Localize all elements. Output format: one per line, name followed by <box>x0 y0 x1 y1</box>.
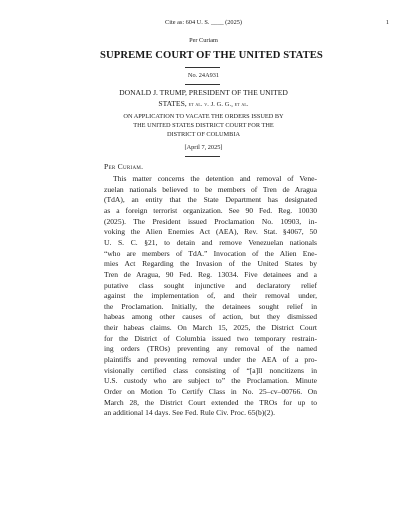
opinion-line: against the implementation of, and their removal under, <box>104 291 317 301</box>
per-curiam-heading: Per Curiam <box>189 37 218 44</box>
docket-number: No. 24A931 <box>187 72 220 79</box>
court-name: SUPREME COURT OF THE UNITED STATES <box>100 50 323 61</box>
opinion-signature: Per Curiam. <box>104 162 144 171</box>
opinion-line: zuelan nationals believed to be members of Tren de Aragua <box>104 184 317 194</box>
opinion-line: putative class sought injunctive and declaratory relief <box>104 280 317 290</box>
running-header <box>100 17 395 29</box>
application-line: DISTRICT OF COLUMBIA <box>166 131 240 139</box>
opinion-line: Tren de Aragua, 90 Fed. Reg. 13034. Five detainees and a <box>104 269 317 279</box>
opinion-line: Order on Motion To Certify Class in No. 25–cv–00766. On <box>104 386 317 396</box>
opinion-line: This matter concerns the detention and removal of Vene- <box>113 174 317 184</box>
opinion-line: visionally certified class consisting of “[a]ll noncitizens in <box>104 365 317 375</box>
application-statement <box>100 112 307 140</box>
opinion-line: the Proclamation. Initially, the detainees sought relief in <box>104 301 317 311</box>
caption-line: DONALD J. TRUMP, PRESIDENT OF THE UNITED <box>119 88 288 97</box>
opinion-line: March 28, the District Court extended the TROs for up to <box>104 397 317 407</box>
opinion-line: (2025). The President issued Proclamation No. 10903, in- <box>104 216 317 226</box>
opinion-line: habeas among other causes of action, but they dismissed <box>104 312 317 322</box>
divider-rule <box>185 84 220 85</box>
caption-line <box>100 99 307 111</box>
divider-rule <box>185 67 220 68</box>
opinion-line: as a foreign terrorist organization. See 90 Fed. Reg. 10030 <box>104 206 317 216</box>
opinion-line: ing orders (TROs) preventing any removal of the named <box>104 344 317 354</box>
opinion-line: mies Act Regarding the Invasion of the United States by <box>104 259 317 269</box>
opinion-line: voking the Alien Enemies Act (AEA), Rev. Stat. §4067, 50 <box>104 227 317 237</box>
citation-line: Cite as: 604 U. S. ____ (2025) <box>165 19 242 26</box>
divider-rule <box>185 156 220 157</box>
case-caption <box>100 88 307 110</box>
opinion-body <box>104 162 317 419</box>
application-line: THE UNITED STATES DISTRICT COURT FOR THE <box>133 122 274 130</box>
decision-date: [April 7, 2025] <box>184 144 223 151</box>
opinion-line: U.S. custody who are subject to” the Proclamation. Minute <box>104 376 317 386</box>
caption-text: STATES, <box>158 98 189 108</box>
opinion-line: their habeas claims. On March 15, 2025, the District Court <box>104 323 317 333</box>
page-number: 1 <box>385 19 389 26</box>
opinion-line: an additional 14 days. See Fed. Rule Civ. Proc. 65(b)(2). <box>104 408 275 418</box>
opinion-line: for the District of Columbia issued two temporary restrain- <box>104 333 317 343</box>
opinion-line: U. S. C. §21, to detain and remove Venezuelan nationals <box>104 237 317 247</box>
opinion-line: “who are members of TdA.” Invocation of the Alien Ene- <box>104 248 317 258</box>
opinion-line: plaintiffs and preventing removal under the AEA of a pro- <box>104 355 317 365</box>
application-line: ON APPLICATION TO VACATE THE ORDERS ISSUED BY <box>123 113 284 120</box>
caption-parties: et al. v. J. G. G., et al. <box>188 100 249 108</box>
opinion-line: (TdA), an entity that the State Department has designated <box>104 195 317 205</box>
